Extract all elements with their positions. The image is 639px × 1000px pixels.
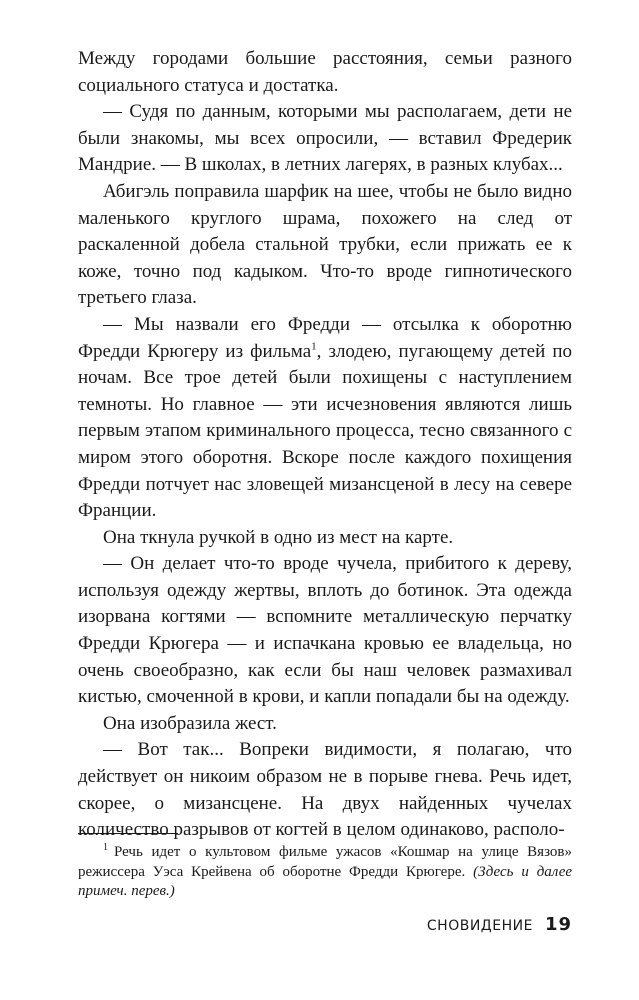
footnote-number: 1 — [103, 842, 108, 853]
paragraph: — Он делает что-то вроде чучела, прибитого к дереву, используя одежду жертвы, вплоть до ботинок. Эта одежда изорвана когтями — вспомните металлическую перчатку Фредди Крюгера — и испачкана кровью ее владельца, но очень своеобразно, как если бы наш человек размахивал кистью, смоченной в крови, и капли попадали бы на одежду. — [78, 553, 572, 708]
page-number: 19 — [544, 914, 572, 935]
paragraph: — Вот так... Вопреки видимости, я полагаю, что действует он никоим образом не в порыве гнева. Речь идет, скорее, о мизансцене. На двух найденных чучелах количество разрывов от когтей в целом одинаково, располо- — [78, 739, 572, 841]
footnote-paragraph — [78, 843, 572, 902]
paragraph: Между городами большие расстояния, семьи разного социального статуса и достатка. — [78, 48, 572, 96]
footnote-text: Речь идет о культовом фильме ужасов «Кошмар на улице Вязов» режиссера Уэса Крейвена об оборотне Фредди Крюгере. — [78, 844, 572, 880]
paragraph: Она ткнула ручкой в одно из мест на карте. — [103, 526, 454, 548]
footnote-divider — [78, 833, 178, 834]
footnote-translator-note: (Здесь и далее примеч. перев.) — [78, 863, 573, 899]
footnote-reference[interactable]: 1 — [311, 340, 317, 353]
paragraph-part: , злодею, пугающему детей по ночам. Все трое детей были похищены с наступлением темноты. Но главное — эти исчезновения являются лишь первым этапом криминального процесса, тесно связанного с миром этого оборотня. Вскоре после каждого похищения Фредди потчует нас зловещей мизансценой в лесу на севере Франции. — [78, 340, 572, 522]
paragraph-part: — Мы назвали его Фредди — отсылка к оборотню Фредди Крюгеру из фильма — [78, 313, 572, 362]
paragraph: Она изобразила жест. — [103, 712, 277, 734]
main-text — [78, 46, 572, 844]
paragraph-with-footnote — [78, 312, 572, 525]
footnote — [78, 843, 572, 902]
paragraph: Абигэль поправила шарфик на шее, чтобы не было видно маленького круглого шрама, похожего на след от раскаленной добела стальной трубки, если прижать ее к коже, точно под кадыком. Что-то вроде гипнотического третьего глаза. — [78, 180, 572, 309]
running-title: СНОВИДЕНИЕ — [426, 918, 533, 934]
running-footer — [427, 914, 572, 935]
paragraph: — Судя по данным, которыми мы располагаем, дети не были знакомы, мы всех опросили, — вставил Фредерик Мандрие. — В школах, в летних лагерях, в разных клубах... — [78, 101, 572, 176]
